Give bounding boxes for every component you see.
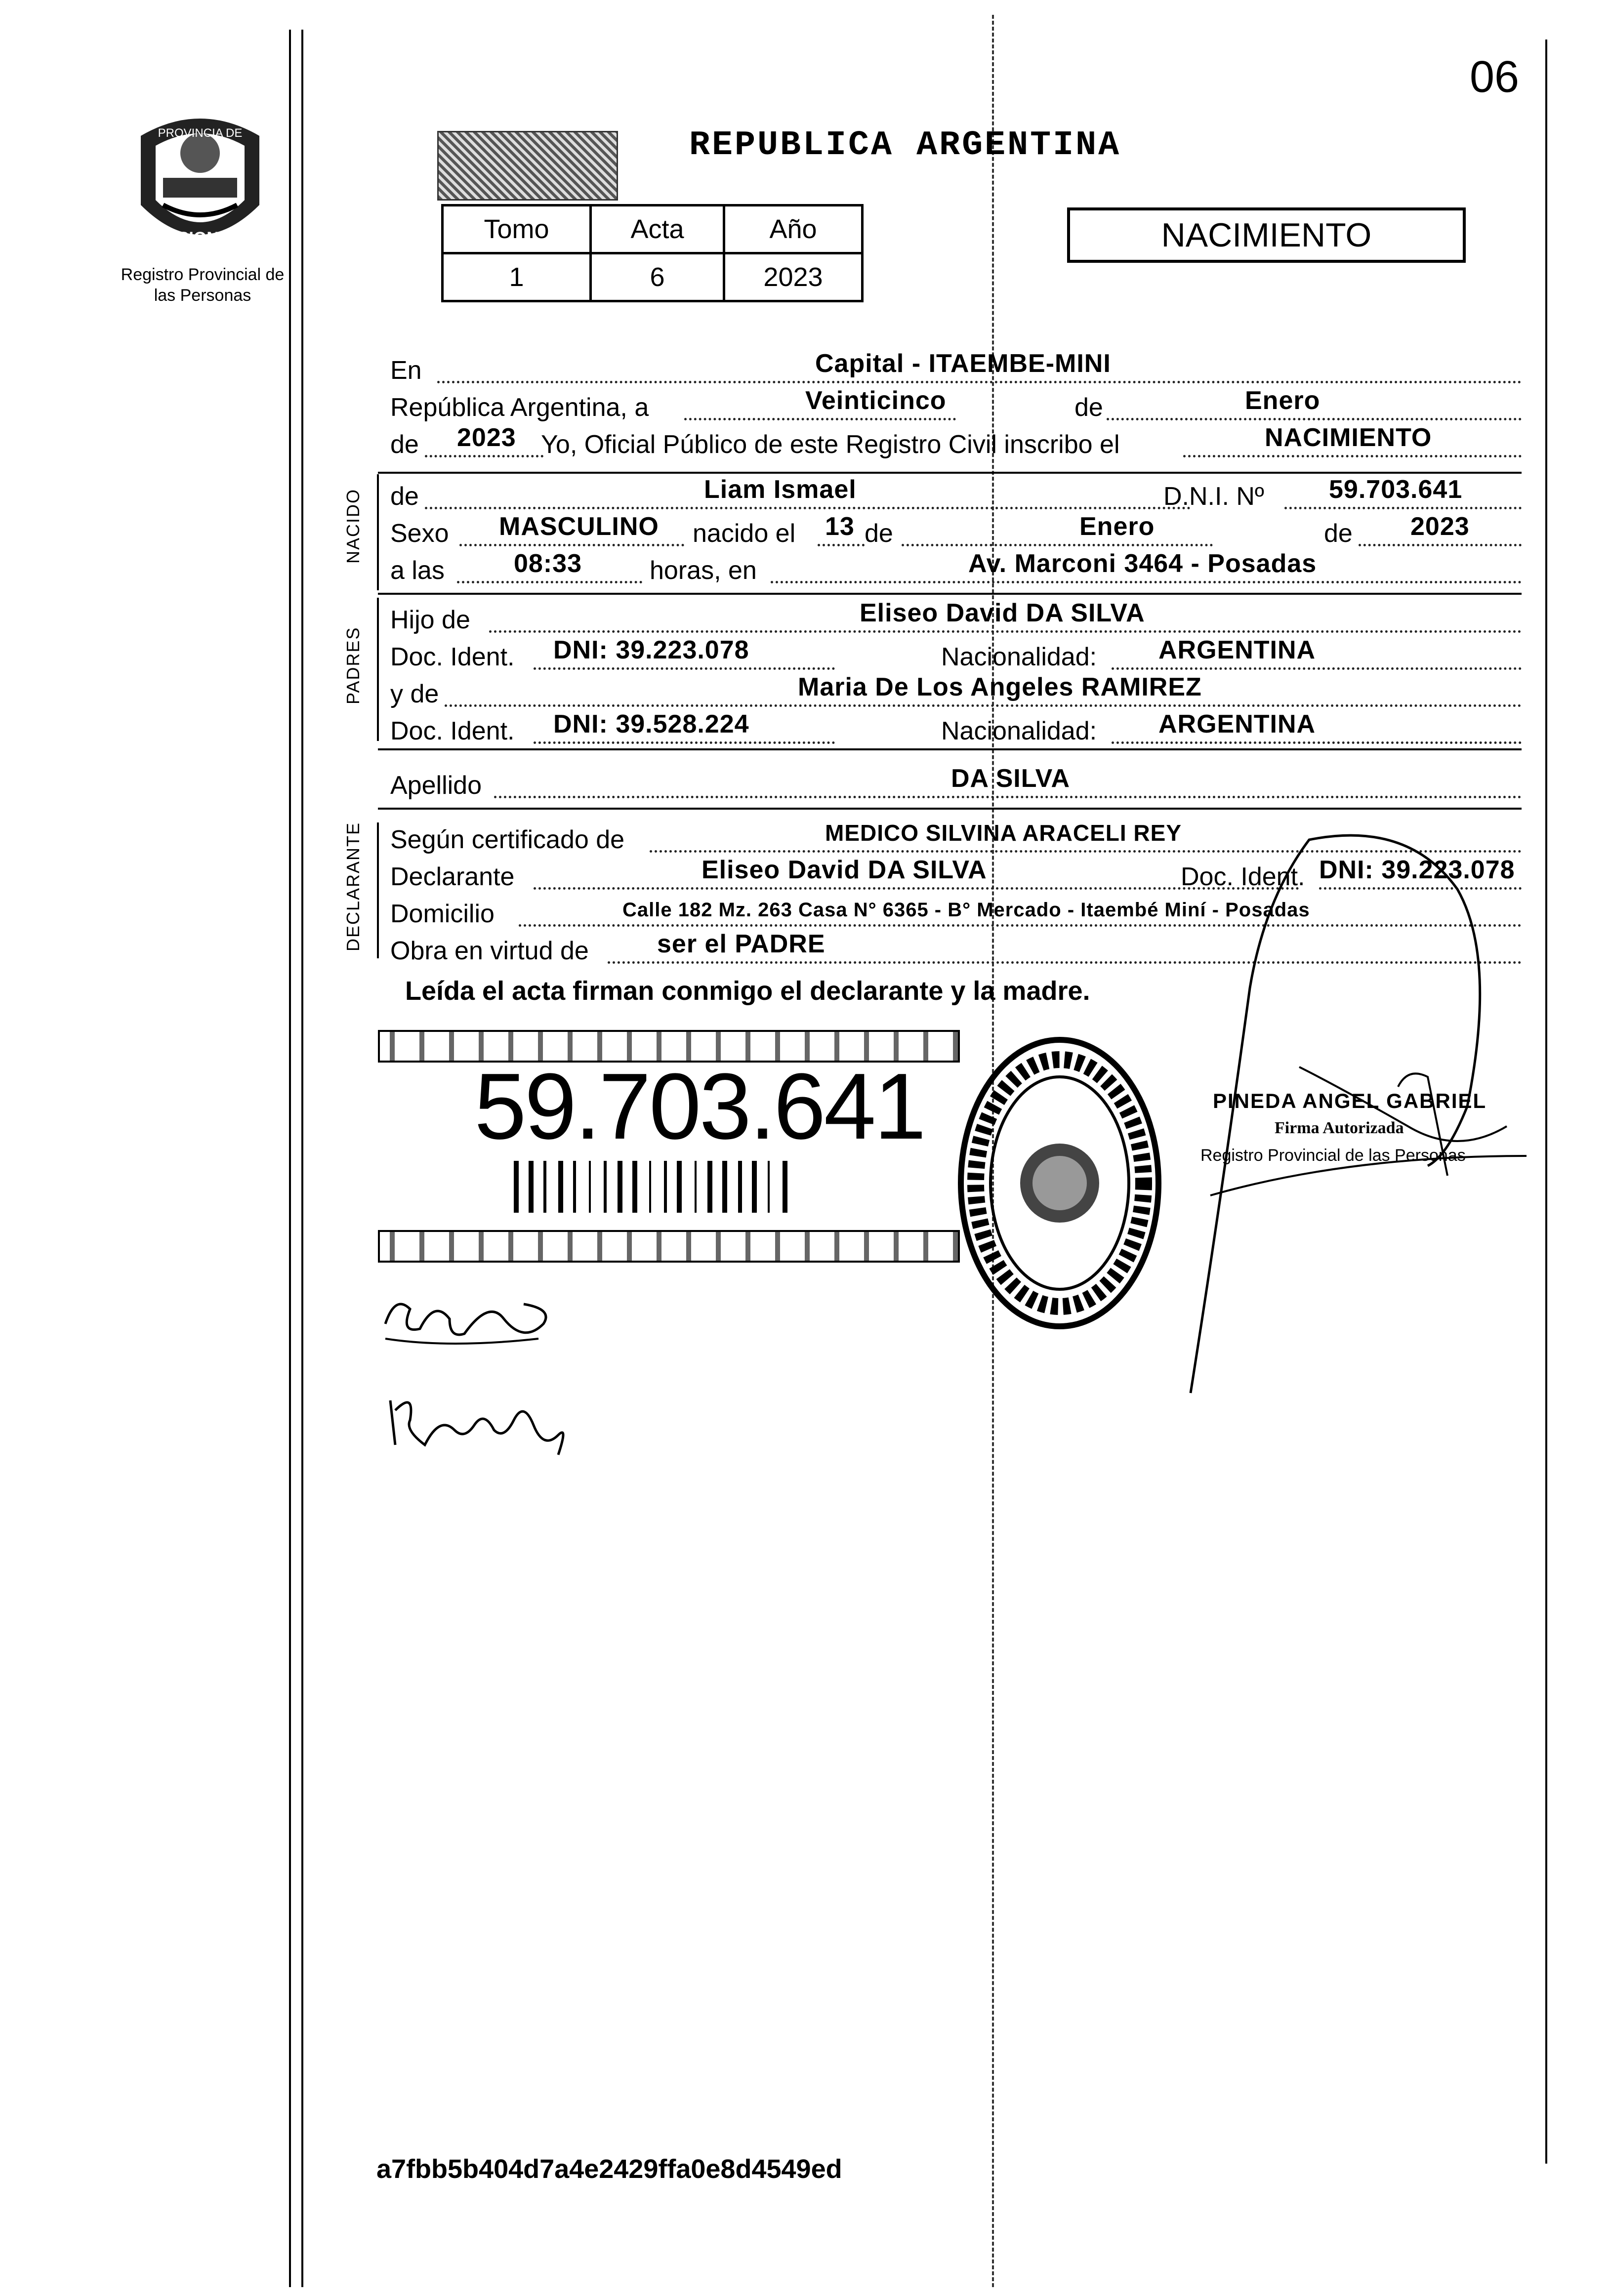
act-type-box [1067,207,1466,263]
row-time-place [390,551,1522,590]
value-birth-month: Enero [1079,512,1155,541]
value-declarant-name: Eliseo David DA SILVA [702,856,987,884]
label-de-month: de [865,519,893,548]
col-header-anio: Año [724,205,863,253]
label-mother: y de [390,680,439,708]
official-signature [1151,810,1546,1403]
label-nationality-2: Nacionalidad: [941,717,1097,745]
value-relationship: ser el PADRE [657,930,826,958]
value-child-dni: 59.703.641 [1329,475,1463,504]
barcode-bar [529,1161,534,1213]
signature-declarant [375,1289,563,1358]
value-certificate: MEDICO SILVINA ARACELI REY [825,820,1182,846]
label-born: nacido el [693,519,796,548]
act-type-label: NACIMIENTO [1161,216,1372,254]
label-doc-2: Doc. Ident. [390,717,515,745]
label-de: de [1074,393,1103,422]
barcode-bar [695,1161,697,1213]
row-surname [390,766,1522,805]
value-event: NACIMIENTO [1265,423,1432,452]
country-title: REPUBLICA ARGENTINA [689,126,1121,165]
official-role: Firma Autorizada [1275,1119,1404,1137]
section-bar [377,598,379,741]
barcode-bar [783,1161,787,1213]
label-declarant: Declarante [390,862,515,891]
value-mother-doc: DNI: 39.528.224 [553,710,749,738]
label-de-year: de [390,430,419,459]
barcode-bar [768,1161,770,1213]
barcode-bar [677,1161,682,1213]
label-sex: Sexo [390,519,449,548]
official-stamp [956,1035,1163,1331]
side-label-nacido: NACIDO [343,488,363,564]
barcode-bar [573,1161,576,1213]
label-doc-3: Doc. Ident. [1181,862,1305,891]
barcode-bar [722,1161,727,1213]
id-strip-bottom-band [378,1230,960,1263]
value-address: Calle 182 Mz. 263 Casa N° 6365 - B° Mercado - Itaembé Miní - Posadas [622,899,1310,921]
row-year-event [390,425,1522,464]
registry-name: Registro Provincial de las Personas [121,265,285,305]
side-label-padres: PADRES [343,626,363,704]
label-certificate: Según certificado de [390,825,625,854]
svg-text:PROVINCIA DE: PROVINCIA DE [158,126,243,140]
value-day: Veinticinco [805,386,947,415]
value-father-name: Eliseo David DA SILVA [860,599,1145,627]
label-surname: Apellido [390,771,482,800]
closing-statement: Leída el acta firman conmigo el declarante y la madre. [405,976,1090,1006]
value-birth-place: Av. Marconi 3464 - Posadas [968,549,1317,578]
value-sex: MASCULINO [499,512,659,541]
value-mother-name: Maria De Los Angeles RAMIREZ [798,673,1202,701]
section-rule [378,748,1522,750]
value-year: 2023 [457,423,516,452]
label-place: horas, en [650,556,757,585]
official-office: Registro Provincial de las Personas [1200,1146,1466,1165]
value-place: Capital - ITAEMBE-MINI [815,349,1111,378]
label-doc: Doc. Ident. [390,643,515,671]
barcode-bar [589,1161,591,1213]
side-label-declarante: DECLARANTE [343,821,363,951]
label-de-name: de [390,482,419,511]
label-en: En [390,356,422,385]
label-time: a las [390,556,445,585]
label-republica: República Argentina, a [390,393,649,422]
barcode-bar [752,1161,757,1213]
barcode-bar [632,1161,637,1213]
province-emblem [121,106,279,259]
label-nationality: Nacionalidad: [941,643,1097,671]
barcode-bar [707,1161,712,1213]
document-hash: a7fbb5b404d7a4e2429ffa0e8d4549ed [376,2154,842,2184]
section-bar [377,474,379,590]
barcode-bar [618,1161,622,1213]
security-hologram [437,131,618,201]
section-bar [377,822,379,958]
col-header-acta: Acta [591,205,724,253]
row-place [390,351,1522,390]
row-mother-doc [390,711,1522,751]
left-margin-rule [289,30,291,2287]
value-time: 08:33 [514,549,582,578]
barcode-bar [514,1161,519,1213]
cell-anio: 2023 [724,253,863,301]
barcode-bar [604,1161,607,1213]
barcode-bar [558,1161,563,1213]
signature-mother [385,1381,583,1460]
value-father-doc: DNI: 39.223.078 [553,636,749,664]
value-birth-day: 13 [825,512,855,541]
label-inscribo: Yo, Oficial Público de este Registro Civil inscribo el [541,430,1120,459]
barcode-bar [543,1161,546,1213]
volume-table [441,204,864,302]
label-relationship: Obra en virtud de [390,937,589,965]
barcode-bar [664,1161,667,1213]
cell-acta: 6 [591,253,724,301]
value-surname: DA SILVA [951,764,1071,793]
barcode-bar [649,1161,651,1213]
label-father: Hijo de [390,606,470,634]
cell-tomo: 1 [443,253,591,301]
value-father-nat: ARGENTINA [1158,636,1316,664]
label-address: Domicilio [390,900,495,928]
value-declarant-doc: DNI: 39.223.078 [1319,856,1515,884]
page-number: 06 [1470,52,1520,102]
barcode [514,1161,835,1213]
value-month: Enero [1245,386,1321,415]
left-margin-rule-2 [301,30,303,2287]
col-header-tomo: Tomo [443,205,591,253]
value-birth-year: 2023 [1410,512,1470,541]
label-de-year2: de [1324,519,1353,548]
label-dni: D.N.I. Nº [1163,482,1264,511]
svg-text:MISIONES: MISIONES [159,229,242,247]
value-child-name: Liam Ismael [704,475,857,504]
section-rule [378,808,1522,810]
value-mother-nat: ARGENTINA [1158,710,1316,738]
official-name: PINEDA ANGEL GABRIEL [1213,1089,1487,1112]
id-number: 59.703.641 [474,1054,924,1159]
barcode-bar [738,1161,742,1213]
